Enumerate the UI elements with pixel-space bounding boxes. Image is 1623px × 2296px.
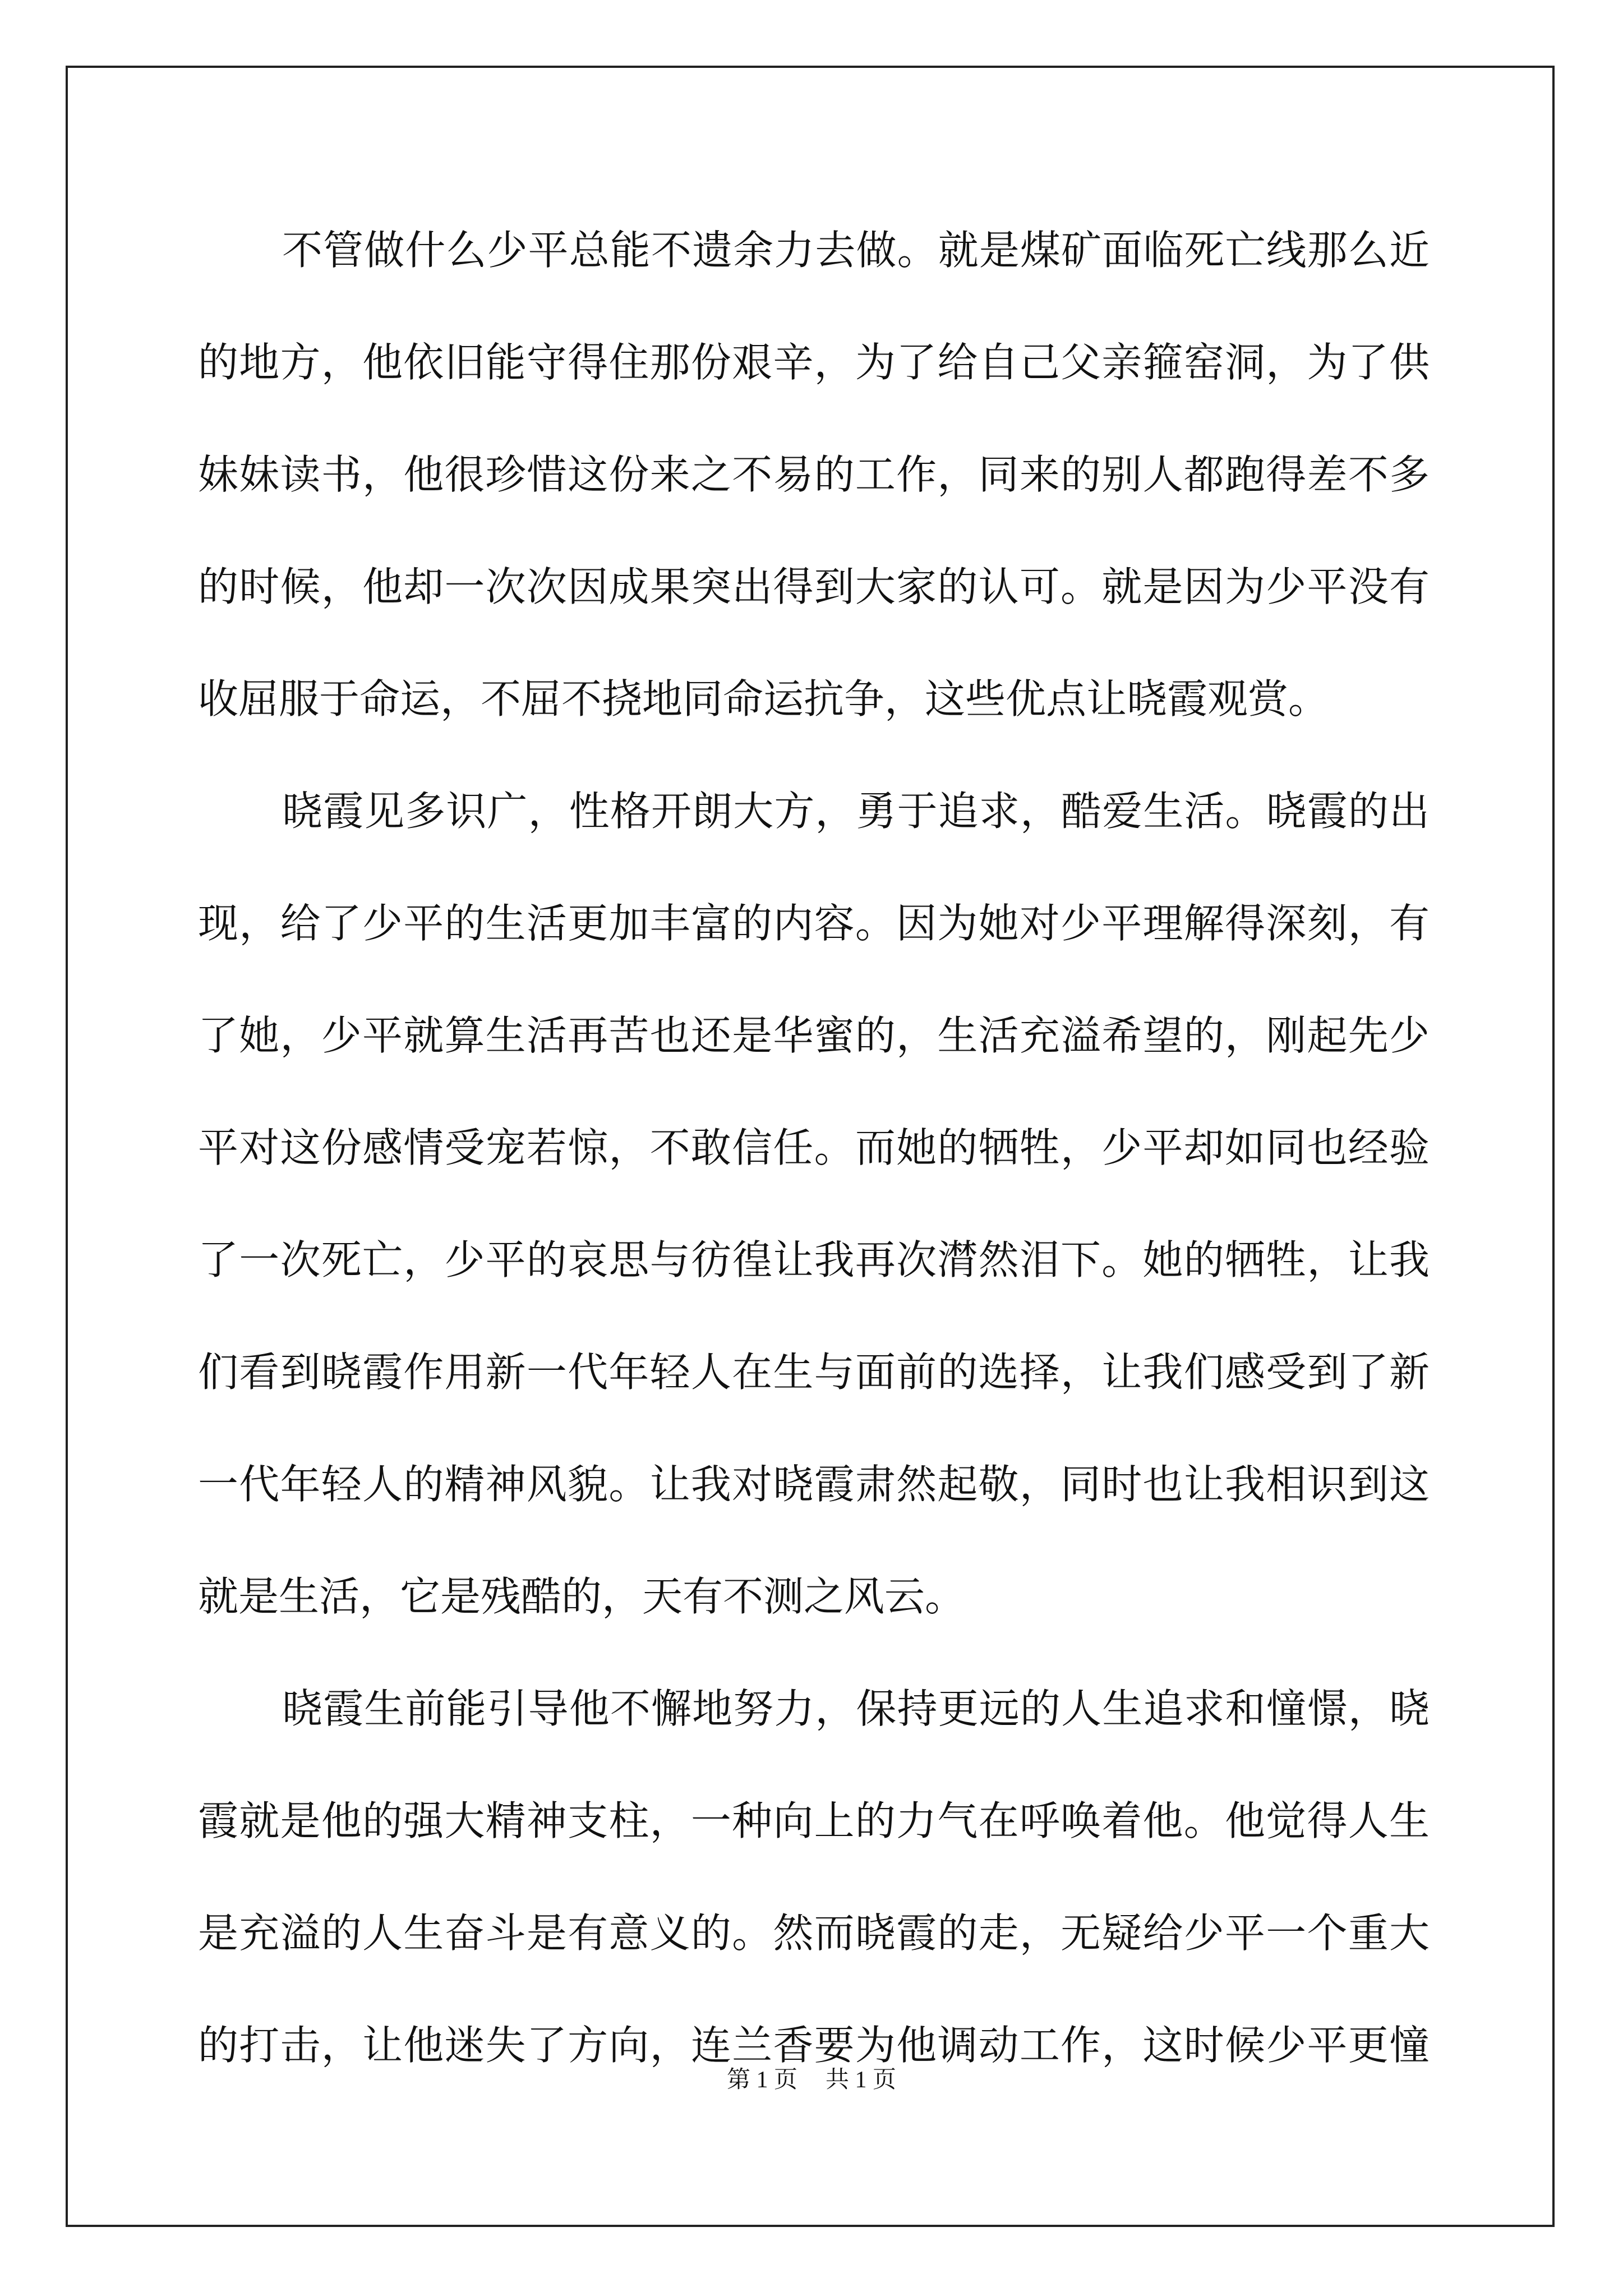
text-line: 晓霞生前能引导他不懈地努力，保持更远的人生追求和憧憬，晓 — [282, 1685, 1430, 1732]
page-total: 共 1 页 — [826, 2067, 897, 2093]
text-line: 不管做什么少平总能不遗余力去做。就是煤矿面临死亡线那么近 — [282, 227, 1430, 274]
page-footer — [0, 2063, 1623, 2097]
text-line: 就是生活，它是残酷的，天有不测之风云。 — [198, 1573, 966, 1620]
document-body — [198, 194, 1430, 2101]
text-line: 平对这份感情受宠若惊，不敢信任。而她的牺牲，少平却如同也经验 — [198, 1124, 1430, 1171]
text-line: 妹妹读书，他很珍惜这份来之不易的工作，同来的别人都跑得差不多 — [198, 451, 1430, 498]
text-line: 是充溢的人生奋斗是有意义的。然而晓霞的走，无疑给少平一个重大 — [198, 1910, 1430, 1957]
text-line: 了她，少平就算生活再苦也还是华蜜的，生活充溢希望的，刚起先少 — [198, 1012, 1430, 1059]
text-line: 晓霞见多识广，性格开朗大方，勇于追求，酷爱生活。晓霞的出 — [282, 788, 1430, 835]
text-line: 们看到晓霞作用新一代年轻人在生与面前的选择，让我们感受到了新 — [198, 1349, 1430, 1396]
text-line: 的时候，他却一次次因成果突出得到大家的认可。就是因为少平没有 — [198, 563, 1430, 610]
text-line: 的地方，他依旧能守得住那份艰辛，为了给自己父亲箍窑洞，为了供 — [198, 339, 1430, 386]
text-line: 一代年轻人的精神风貌。让我对晓霞肃然起敬，同时也让我相识到这 — [198, 1461, 1430, 1508]
text-line: 了一次死亡，少平的哀思与彷徨让我再次潸然泪下。她的牺牲，让我 — [198, 1236, 1430, 1283]
text-line: 霞就是他的强大精神支柱，一种向上的力气在呼唤着他。他觉得人生 — [198, 1797, 1430, 1844]
text-line: 的打击，让他迷失了方向，连兰香要为他调动工作，这时候少平更憧 — [198, 2022, 1430, 2069]
text-line: 现，给了少平的生活更加丰富的内容。因为她对少平理解得深刻，有 — [198, 900, 1430, 947]
page-number: 第 1 页 — [726, 2067, 797, 2093]
text-line: 收屈服于命运，不屈不挠地同命运抗争，这些优点让晓霞观赏。 — [198, 675, 1329, 723]
